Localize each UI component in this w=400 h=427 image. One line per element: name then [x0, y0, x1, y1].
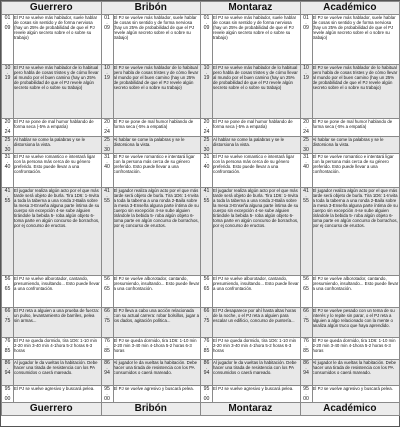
column-header-top: Guerrero: [2, 2, 102, 15]
roll-end: 55: [303, 198, 309, 204]
effect-cell: El PJ se vuelve más hablador, suele hablar de cosas sin sentido y de forma nerviosa (hay un 25% de probabilidad de que el PJ revele algún secreto sobre el o sobre su trabajo): [213, 15, 301, 65]
roll-range: [101, 65, 113, 119]
roll-start: 25: [303, 137, 309, 143]
effect-cell: El PJ lleva a cabo una acción relacionada con su actual carrera: robar bolsillos, jugar a los dados, agitación política...: [113, 308, 201, 338]
roll-start: 66: [104, 308, 110, 314]
effect-cell: El PJ se vuelve más hablador de lo habitual pero habla de cosas tristes y de cómo llevar al mundo por el buen camino (hay un 25% de probabilidad de que el PJ revele algún secreto sobre el o sobre su trabajo): [113, 65, 201, 119]
roll-separator: -: [106, 313, 108, 318]
roll-range: [300, 65, 312, 119]
roll-range: [300, 119, 312, 137]
effect-cell: Al jugador le da vueltas la habitación. Debe hacer una tirada de resistencia con los PA consumidos o caerá mareado.: [14, 360, 102, 386]
roll-start: 86: [4, 360, 11, 366]
roll-start: 76: [104, 338, 110, 344]
roll-range: [201, 65, 213, 119]
roll-range: [300, 386, 312, 403]
roll-separator: -: [205, 313, 208, 318]
roll-range: [2, 137, 14, 154]
roll-start: 56: [4, 276, 11, 282]
drunk-effects-table: [1, 1, 400, 416]
column-header-top: Bribón: [101, 2, 201, 15]
roll-separator: -: [106, 391, 108, 396]
effect-cell: El jugador realiza algún acto por el que más tarde será objeto de burla. Tira 1D6: 1-Invita a toda la taberna a una ronda 2-Baila sobre la mesa 3-Enseña alguna parte íntima de su cuerpo sin excepción 4-se sube alguien tirándole la bebida 5- roba algún objeto 6-toma parte en algún concurso de borrachos, por ej concurso de eructos.: [113, 188, 201, 276]
table-row: [2, 15, 400, 65]
column-header-top: Académico: [300, 2, 400, 15]
roll-end: 55: [4, 198, 11, 204]
roll-end: 00: [4, 396, 11, 402]
roll-end: 24: [104, 129, 110, 135]
roll-end: 09: [203, 25, 210, 31]
roll-separator: -: [305, 124, 307, 129]
roll-separator: -: [205, 343, 208, 348]
effect-cell: El PJ se queda dormido, tira 1D6: 1-10 min 2-20 min 3-40 min 4-1hora 5-2 horas 6-3 horas: [113, 338, 201, 360]
roll-start: 76: [4, 338, 11, 344]
roll-end: 30: [303, 147, 309, 153]
roll-start: 41: [203, 188, 210, 194]
roll-start: 41: [104, 188, 110, 194]
roll-end: 85: [4, 348, 11, 354]
effect-cell: Al jugador le da vueltas la habitación. Debe hacer una tirada de resistencia con los PA consumidos o caerá mareado.: [312, 360, 400, 386]
roll-start: 86: [104, 360, 110, 366]
roll-range: [101, 154, 113, 188]
roll-range: [2, 119, 14, 137]
roll-end: 19: [203, 75, 210, 81]
roll-end: 75: [203, 318, 210, 324]
roll-start: 86: [203, 360, 210, 366]
roll-range: [201, 276, 213, 308]
effect-cell: El PJ se vuelve romantico e intentará ligar con la persona más cerca de su género preferido. Esto puede llevar a una confrontación.: [14, 154, 102, 188]
roll-end: 94: [303, 370, 309, 376]
effect-cell: El PJ se vuelve alborotador, cantando, presumiendo, insultando... Esto puede llevar a una confrontación.: [312, 276, 400, 308]
roll-separator: -: [6, 193, 9, 198]
roll-range: [101, 119, 113, 137]
roll-end: 75: [303, 318, 309, 324]
roll-end: 24: [303, 129, 309, 135]
roll-start: 41: [4, 188, 11, 194]
roll-range: [2, 386, 14, 403]
effect-cell: El PJ se pone de mal humor hablando de forma seca (-5% a empatía): [312, 119, 400, 137]
roll-separator: -: [6, 124, 9, 129]
roll-start: 20: [303, 119, 309, 125]
roll-range: [300, 188, 312, 276]
roll-start: 01: [4, 15, 11, 21]
roll-separator: -: [6, 313, 9, 318]
effect-cell: El jugador realiza algún acto por el que más tarde será objeto de burla. Tira 1D6: 1-Invita a toda la taberna a una ronda 2-Baila sobre la mesa 3-Enseña alguna parte íntima de su cuerpo sin excepción 4-se sube alguien tirándole la bebida 5- roba algún objeto 6-toma parte en algún concurso de borrachos, por ej concurso de eructos.: [213, 188, 301, 276]
roll-separator: -: [305, 159, 307, 164]
roll-end: 75: [104, 318, 110, 324]
roll-range: [2, 15, 14, 65]
roll-end: 30: [104, 147, 110, 153]
roll-range: [2, 308, 14, 338]
roll-separator: -: [106, 281, 108, 286]
effect-cell: El jugador realiza algún acto por el que más tarde será objeto de burla. Tira 1D6: 1-Invita a toda la taberna a una ronda 2-Baila sobre la mesa 3-Enseña alguna parte íntima de su cuerpo sin excepción 4-se sube alguien tirándole la bebida 5- roba algún objeto 6-toma parte en algún concurso de borrachos, por ej concurso de eructos.: [14, 188, 102, 276]
roll-start: 10: [4, 65, 11, 71]
roll-start: 66: [4, 308, 11, 314]
roll-separator: -: [305, 20, 307, 25]
column-header-bottom: Montaraz: [201, 403, 301, 416]
roll-start: 10: [104, 65, 110, 71]
table-row: [2, 308, 400, 338]
roll-separator: -: [6, 365, 9, 370]
roll-range: [300, 154, 312, 188]
roll-end: 19: [4, 75, 11, 81]
roll-range: [101, 386, 113, 403]
roll-start: 41: [303, 188, 309, 194]
roll-start: 25: [203, 137, 210, 143]
effect-cell: El PJ reta a alguien a una prueba de fuerza: un pulso, levantamiento de barriles, pelea sin armas...: [14, 308, 102, 338]
effect-cell: Al jugador le da vueltas la habitación. Debe hacer una tirada de resistencia con los PA consumidos o caerá mareado.: [113, 360, 201, 386]
roll-end: 40: [4, 164, 11, 170]
roll-separator: -: [106, 142, 108, 147]
roll-range: [101, 15, 113, 65]
roll-start: 20: [104, 119, 110, 125]
roll-end: 09: [4, 25, 11, 31]
roll-range: [101, 360, 113, 386]
roll-end: 40: [104, 164, 110, 170]
roll-start: 31: [104, 154, 110, 160]
roll-separator: -: [106, 343, 108, 348]
column-header-bottom: Bribón: [101, 403, 201, 416]
roll-range: [300, 308, 312, 338]
roll-separator: -: [6, 20, 9, 25]
effect-cell: El PJ se vuelve romantico e intentará ligar con la persona más cerca de su género preferido. Esto puede llevar a una confrontación.: [312, 154, 400, 188]
effect-cell: Al hablar se come la palabras y se le distorsiona la vista.: [312, 137, 400, 154]
roll-range: [101, 308, 113, 338]
roll-end: 19: [303, 75, 309, 81]
roll-range: [201, 338, 213, 360]
roll-separator: -: [205, 193, 208, 198]
roll-start: 66: [203, 308, 210, 314]
table-row: [2, 137, 400, 154]
roll-start: 31: [203, 154, 210, 160]
effect-cell: El PJ se pone de mal humor hablando de forma seca (-5% a empatía): [113, 119, 201, 137]
roll-start: 95: [203, 386, 210, 392]
roll-separator: -: [6, 343, 9, 348]
table-row: [2, 188, 400, 276]
effect-cell: El PJ se vuelve agresivo y buscará pelea.: [14, 386, 102, 403]
roll-separator: -: [305, 343, 307, 348]
effect-cell: Al hablar se come la palabras y se le distorsiona la vista.: [14, 137, 102, 154]
roll-separator: -: [305, 313, 307, 318]
roll-separator: -: [6, 281, 9, 286]
roll-separator: -: [205, 281, 208, 286]
roll-start: 95: [104, 386, 110, 392]
roll-end: 65: [4, 286, 11, 292]
roll-end: 94: [4, 370, 11, 376]
roll-start: 01: [203, 15, 210, 21]
roll-range: [300, 338, 312, 360]
table-footer: [2, 403, 400, 416]
effect-cell: El PJ se vuelve más hablador de lo habitual pero habla de cosas tristes y de cómo llevar al mundo por el buen camino (hay un 25% de probabilidad de que el PJ revele algún secreto sobre el o sobre su trabajo): [312, 65, 400, 119]
roll-separator: -: [6, 159, 9, 164]
roll-end: 85: [303, 348, 309, 354]
roll-range: [2, 154, 14, 188]
roll-end: 94: [203, 370, 210, 376]
roll-range: [201, 308, 213, 338]
roll-separator: -: [205, 142, 208, 147]
roll-start: 56: [104, 276, 110, 282]
roll-end: 30: [203, 147, 210, 153]
roll-end: 00: [303, 396, 309, 402]
roll-end: 09: [303, 25, 309, 31]
roll-range: [201, 137, 213, 154]
effect-cell: El PJ se pone de mal humor hablando de forma seca (-5% a empatía): [14, 119, 102, 137]
roll-end: 55: [203, 198, 210, 204]
roll-separator: -: [305, 193, 307, 198]
roll-range: [2, 276, 14, 308]
roll-start: 86: [303, 360, 309, 366]
roll-start: 95: [303, 386, 309, 392]
roll-end: 55: [104, 198, 110, 204]
roll-start: 31: [4, 154, 11, 160]
roll-end: 40: [303, 164, 309, 170]
roll-range: [2, 360, 14, 386]
roll-range: [201, 360, 213, 386]
effect-cell: El jugador realiza algún acto por el que más tarde será objeto de burla. Tira 1D6: 1-Invita a toda la taberna a una ronda 2-Baila sobre la mesa 3-Enseña alguna parte íntima de su cuerpo sin excepción 4-se sube alguien tirándole la bebida 5- roba algún objeto 6-toma parte en algún concurso de borrachos, por ej concurso de eructos.: [312, 188, 400, 276]
roll-range: [300, 360, 312, 386]
effect-cell: El PJ se vuelve agresivo y buscará pelea.: [312, 386, 400, 403]
table-row: [2, 338, 400, 360]
effect-cell: El PJ se vuelve agresivo y buscará pelea.: [113, 386, 201, 403]
roll-separator: -: [6, 142, 9, 147]
roll-separator: -: [106, 159, 108, 164]
roll-end: 00: [104, 396, 110, 402]
roll-separator: -: [205, 20, 208, 25]
roll-end: 94: [104, 370, 110, 376]
roll-start: 76: [203, 338, 210, 344]
effect-cell: Al hablar se come la palabras y se le distorsiona la vista.: [113, 137, 201, 154]
roll-start: 56: [203, 276, 210, 282]
roll-end: 24: [203, 129, 210, 135]
roll-start: 20: [203, 119, 210, 125]
roll-range: [300, 276, 312, 308]
roll-end: 85: [104, 348, 110, 354]
roll-range: [101, 276, 113, 308]
roll-separator: -: [6, 70, 9, 75]
roll-separator: -: [106, 365, 108, 370]
roll-range: [300, 137, 312, 154]
roll-separator: -: [106, 193, 108, 198]
roll-range: [201, 119, 213, 137]
table-body: [2, 15, 400, 403]
roll-separator: -: [106, 20, 108, 25]
roll-start: 01: [104, 15, 110, 21]
roll-start: 25: [104, 137, 110, 143]
roll-range: [201, 154, 213, 188]
roll-separator: -: [305, 281, 307, 286]
table-row: [2, 154, 400, 188]
roll-separator: -: [205, 391, 208, 396]
table-row: [2, 65, 400, 119]
table-row: [2, 360, 400, 386]
column-header-bottom: Académico: [300, 403, 400, 416]
roll-range: [101, 137, 113, 154]
roll-start: 95: [4, 386, 11, 392]
roll-separator: -: [205, 70, 208, 75]
roll-range: [2, 65, 14, 119]
roll-start: 31: [303, 154, 309, 160]
roll-separator: -: [106, 124, 108, 129]
roll-separator: -: [305, 391, 307, 396]
roll-start: 25: [4, 137, 11, 143]
roll-range: [2, 188, 14, 276]
table-header: [2, 2, 400, 15]
roll-end: 19: [104, 75, 110, 81]
effect-cell: El PJ se vuelve romantico e intentará ligar con la persona más cerca de su género preferido. Esto puede llevar a una confrontación.: [113, 154, 201, 188]
effect-cell: El PJ se vuelve pesado con un tema de su interés y lo repite sin parar, o el PJ reta a alguien a algo relacionado con la mente o analiza algún truco que haya aprendido.: [312, 308, 400, 338]
table-row: [2, 119, 400, 137]
roll-end: 65: [303, 286, 309, 292]
effect-cell: El PJ se vuelve alborotador, cantando, presumiendo, insultando... Esto puede llevar a una confrontación.: [14, 276, 102, 308]
roll-start: 10: [203, 65, 210, 71]
column-header-top: Montaraz: [201, 2, 301, 15]
roll-range: [201, 386, 213, 403]
roll-separator: -: [205, 159, 208, 164]
roll-start: 20: [4, 119, 11, 125]
roll-end: 65: [203, 286, 210, 292]
roll-end: 65: [104, 286, 110, 292]
effect-cell: El PJ se queda dormido, tira 1D6: 1-10 min 2-20 min 3-40 min 4-1hora 5-2 horas 6-3 horas: [14, 338, 102, 360]
roll-range: [300, 15, 312, 65]
roll-separator: -: [205, 365, 208, 370]
roll-start: 56: [303, 276, 309, 282]
effect-cell: El PJ se queda dormido, tira 1D6: 1-10 min 2-20 min 3-40 min 4-1hora 5-2 horas 6-3 horas: [213, 338, 301, 360]
roll-range: [201, 15, 213, 65]
effect-cell: El PJ se vuelve más hablador, suele hablar de cosas sin sentido y de forma nerviosa (hay un 25% de probabilidad de que el PJ revele algún secreto sobre el o sobre su trabajo): [14, 15, 102, 65]
roll-end: 75: [4, 318, 11, 324]
roll-start: 01: [303, 15, 309, 21]
effect-cell: El PJ se vuelve más hablador de lo habitual pero habla de cosas tristes y de cómo llevar al mundo por el buen camino (hay un 25% de probabilidad de que el PJ revele algún secreto sobre el o sobre su trabajo): [14, 65, 102, 119]
roll-separator: -: [305, 365, 307, 370]
effect-cell: El PJ se vuelve más hablador de lo habitual pero habla de cosas tristes y de cómo llevar al mundo por el buen camino (hay un 25% de probabilidad de que el PJ revele algún secreto sobre el o sobre su trabajo): [213, 65, 301, 119]
column-header-bottom: Guerrero: [2, 403, 102, 416]
roll-separator: -: [205, 124, 208, 129]
table-row: [2, 276, 400, 308]
roll-end: 24: [4, 129, 11, 135]
effect-cell: Al hablar se come la palabras y se le distorsiona la vista.: [213, 137, 301, 154]
effect-cell: El PJ se vuelve agresivo y buscará pelea.: [213, 386, 301, 403]
roll-range: [201, 188, 213, 276]
effect-cell: El PJ desaparece por ahí hasta altas horas de la noche, o el PJ reta a alguien para escalar un edificio, concurso de puntería...: [213, 308, 301, 338]
roll-separator: -: [305, 70, 307, 75]
roll-range: [2, 338, 14, 360]
roll-separator: -: [106, 70, 108, 75]
effect-cell: El PJ se queda dormido, tira 1D6: 1-10 min 2-20 min 3-40 min 4-1hora 5-2 horas 6-3 horas: [312, 338, 400, 360]
effect-cell: Al jugador le da vueltas la habitación. Debe hacer una tirada de resistencia con los PA consumidos o caerá mareado.: [213, 360, 301, 386]
effect-cell: El PJ se pone de mal humor hablando de forma seca (-5% a empatía): [213, 119, 301, 137]
effect-cell: El PJ se vuelve romantico e intentará ligar con la persona más cerca de su género preferido. Esto puede llevar a una confrontación.: [213, 154, 301, 188]
roll-end: 30: [4, 147, 11, 153]
roll-end: 09: [104, 25, 110, 31]
roll-start: 66: [303, 308, 309, 314]
roll-range: [101, 338, 113, 360]
roll-start: 76: [303, 338, 309, 344]
roll-range: [101, 188, 113, 276]
effect-cell: El PJ se vuelve más hablador, suele hablar de cosas sin sentido y de forma nerviosa (hay un 25% de probabilidad de que el PJ revele algún secreto sobre el o sobre su trabajo): [113, 15, 201, 65]
roll-end: 00: [203, 396, 210, 402]
roll-end: 85: [203, 348, 210, 354]
effect-cell: El PJ se vuelve alborotador, cantando, presumiendo, insultando... Esto puede llevar a una confrontación.: [113, 276, 201, 308]
roll-separator: -: [305, 142, 307, 147]
effect-cell: El PJ se vuelve más hablador, suele hablar de cosas sin sentido y de forma nerviosa (hay un 25% de probabilidad de que el PJ revele algún secreto sobre el o sobre su trabajo): [312, 15, 400, 65]
roll-end: 40: [203, 164, 210, 170]
roll-separator: -: [6, 391, 9, 396]
roll-start: 10: [303, 65, 309, 71]
effect-cell: El PJ se vuelve alborotador, cantando, presumiendo, insultando... Esto puede llevar a una confrontación.: [213, 276, 301, 308]
table-row: [2, 386, 400, 403]
